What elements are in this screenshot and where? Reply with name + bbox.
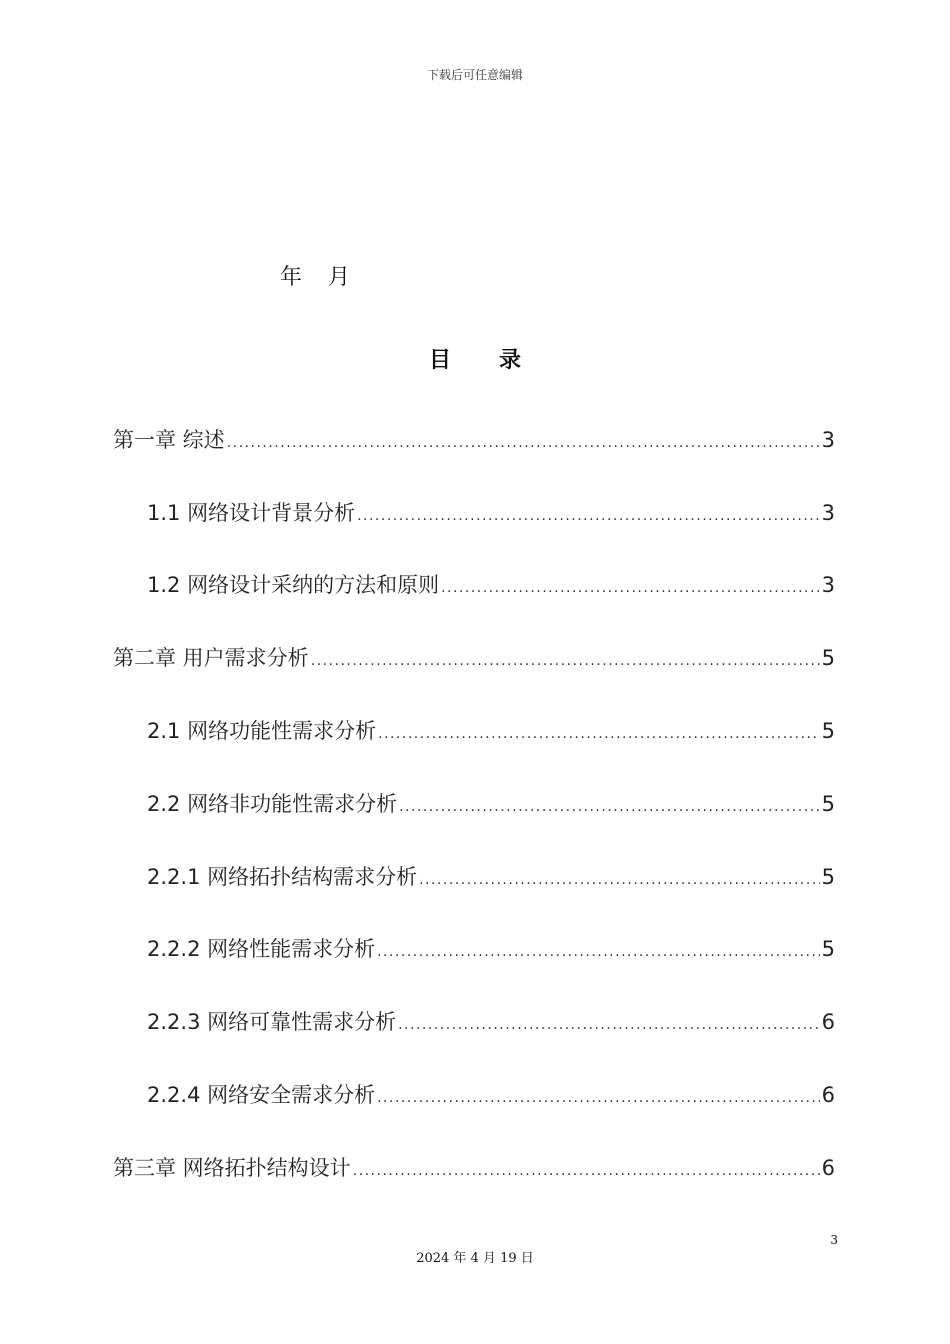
toc-entry-page: 5 <box>821 865 835 889</box>
toc-entry-2-1[interactable] <box>147 715 835 747</box>
toc-entry-label: 1.2 网络设计采纳的方法和原则 <box>147 573 440 597</box>
toc-entry-page: 5 <box>821 792 835 816</box>
toc-entry-chapter-1[interactable] <box>113 424 835 456</box>
toc-dot-leader <box>378 726 820 742</box>
toc-entry-1-2[interactable] <box>147 569 835 601</box>
toc-entry-chapter-3[interactable] <box>113 1152 835 1184</box>
toc-dot-leader <box>377 944 820 960</box>
toc-entry-page: 5 <box>821 719 835 743</box>
toc-entry-1-1[interactable] <box>147 497 835 529</box>
toc-entry-page: 6 <box>821 1010 835 1034</box>
toc-entry-page: 5 <box>821 646 835 670</box>
toc-entry-2-2-4[interactable] <box>147 1079 835 1111</box>
toc-entry-chapter-2[interactable] <box>113 642 835 674</box>
toc-entry-label: 2.2 网络非功能性需求分析 <box>147 792 398 816</box>
toc-entry-page: 6 <box>821 1156 835 1180</box>
toc-dot-leader <box>357 508 820 524</box>
toc-dot-leader <box>353 1163 820 1179</box>
toc-entry-page: 3 <box>821 428 835 452</box>
toc-dot-leader <box>377 1090 820 1106</box>
toc-entry-page: 5 <box>821 937 835 961</box>
toc-entry-label: 2.2.1 网络拓扑结构需求分析 <box>147 865 418 889</box>
toc-entry-label: 第一章 综述 <box>113 428 225 452</box>
toc-entry-page: 3 <box>821 501 835 525</box>
toc-dot-leader <box>441 580 820 596</box>
toc-entry-label: 2.2.4 网络安全需求分析 <box>147 1083 376 1107</box>
toc-entry-label: 第二章 用户需求分析 <box>113 646 309 670</box>
footer-date: 2024 年 4 月 19 日 <box>416 1251 534 1266</box>
header-note: 下载后可任意编辑 <box>426 68 523 82</box>
toc-entry-2-2-3[interactable] <box>147 1006 835 1038</box>
toc-entry-label: 2.1 网络功能性需求分析 <box>147 719 377 743</box>
toc-dot-leader <box>398 1017 820 1033</box>
toc-entry-label: 1.1 网络设计背景分析 <box>147 501 356 525</box>
toc-entry-page: 6 <box>821 1083 835 1107</box>
toc-entry-2-2-1[interactable] <box>147 861 835 893</box>
toc-dot-leader <box>227 435 820 451</box>
toc-dot-leader <box>399 799 820 815</box>
toc-dot-leader <box>419 872 820 888</box>
toc-entry-label: 2.2.2 网络性能需求分析 <box>147 937 376 961</box>
toc-entry-label: 第三章 网络拓扑结构设计 <box>113 1156 351 1180</box>
year-label: 年 <box>280 265 303 290</box>
page-number: 3 <box>830 1233 838 1247</box>
toc-dot-leader <box>311 653 820 669</box>
toc-entry-2-2-2[interactable] <box>147 933 835 965</box>
month-label: 月 <box>328 265 351 290</box>
toc-title-left: 目 <box>428 348 451 373</box>
toc-entry-2-2[interactable] <box>147 788 835 820</box>
toc-entry-label: 2.2.3 网络可靠性需求分析 <box>147 1010 397 1034</box>
toc-entry-page: 3 <box>821 573 835 597</box>
toc-title-right: 录 <box>499 348 522 373</box>
